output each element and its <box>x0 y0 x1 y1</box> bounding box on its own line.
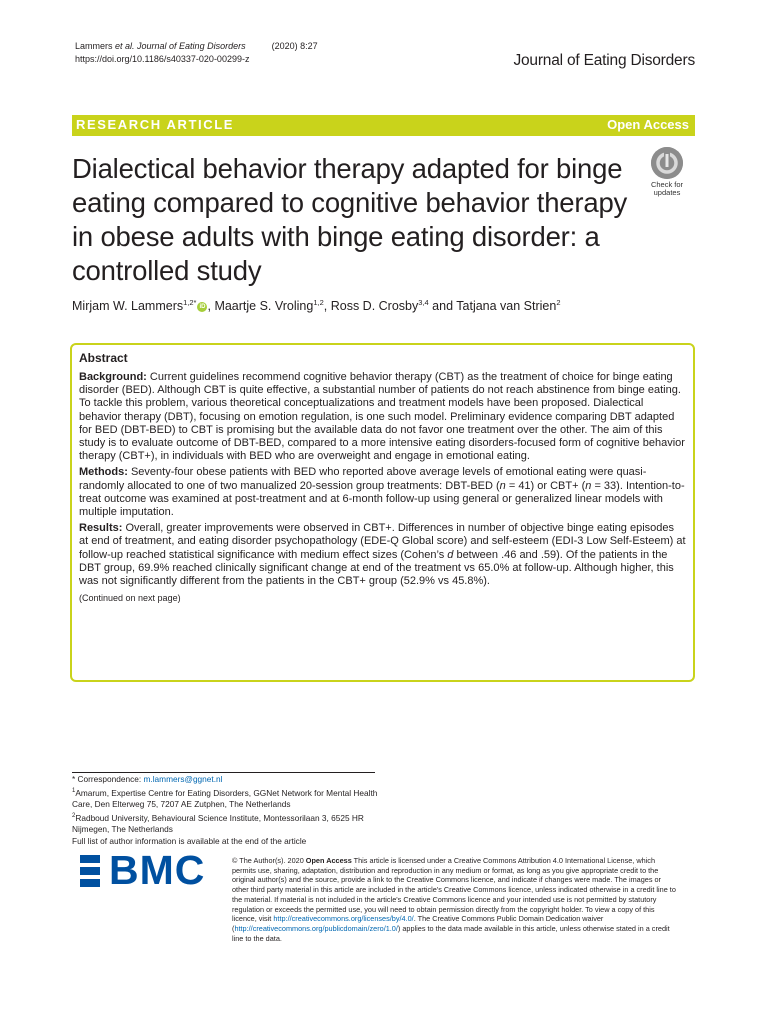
bmc-logo-text: BMC <box>109 847 206 893</box>
author-list: Mirjam W. Lammers$^{1,2*}$ iD , Maartje S. Vroling$^{1,2}$, Ross D. Crosby$^{3,4}$ and Tatjana van Strien$^2$ <box>72 298 561 314</box>
citation-author: Lammers <box>75 41 116 51</box>
abstract-background: Background: Current guidelines recommend cognitive behavior therapy (CBT) as the treatment of choice for binge eating disorder (BED). Although CBT is quite effective, a substantial number of patients do not reach abstinence from binge eating. To tackle this problem, various theoretical conceptualizations and treatment models have been proposed. Dialectical behavior therapy (DBT), focusing on emotion regulation, is one such model. Preliminary evidence comparing DBT adapted for BED (DBT-BED) to CBT is promising but the available data do not favor one treatment over the other. The aim of this study is to evaluate outcome of DBT-BED, compared to a more intensive eating disorders-focused form of cognitive behavior therapy (CBT+), in individuals with BED who are overweight and engage in emotional eating. <box>79 371 685 463</box>
author-affiliation: 1,2 <box>313 298 324 307</box>
abstract-methods: Methods: Seventy-four obese patients with BED who reported above average levels of emotional eating were quasi-randomly allocated to one of two manualized 20-session group treatments: DBT-BED (n = 41) or CBT+ (n = 33). Intention-to-treat outcome was examined at post-treatment and at 6-month follow-up using general or generalized linear models with multiple imputation. <box>79 466 685 519</box>
full-author-info-note: Full list of author information is available at the end of the article <box>72 835 307 846</box>
correspondence-email-link[interactable]: m.lammers@ggnet.nl <box>143 774 223 784</box>
citation-line <box>75 40 318 53</box>
article-title: Dialectical behavior therapy adapted for binge eating compared to cognitive behavior therapy in obese adults with binge eating disorder: a controlled study <box>72 153 628 286</box>
continued-note: (Continued on next page) <box>79 593 181 604</box>
citation-year: (2020) 8:27 <box>271 41 318 51</box>
running-header <box>75 40 318 66</box>
open-access-bold: Open Access <box>305 856 352 865</box>
abstract-results: Results: Overall, greater improvements were observed in CBT+. Differences in number of objective binge eating episodes at end of treatment, and eating disorder psychopathology (EDE-Q Global score) and self-esteem (EDI-3 Low Self-Esteem) at follow-up reached statistical significance with medium effect sizes (Cohen’s d between .46 and .59). Of the patients in the DBT group, 69.9% reached clinically significant change at end of the treatment vs 65.0% at follow-up. Although higher, this was not significantly different from the patients in the CBT+ group (52.9% vs 45.8%). <box>79 522 686 588</box>
journal-name: Journal of Eating Disorders <box>513 52 695 69</box>
abstract-heading: Abstract <box>79 351 128 365</box>
cc-by-license-link[interactable]: http://creativecommons.org/licenses/by/4.0/ <box>273 914 414 924</box>
author-affiliation: 3,4 <box>418 298 429 307</box>
footnotes <box>72 774 382 847</box>
author-affiliation: 1,2* <box>183 298 197 307</box>
citation-etal: et al. Journal of Eating Disorders <box>115 41 246 51</box>
open-access-label: Open Access <box>607 117 689 132</box>
license-statement: © The Author(s). 2020 Open Access This article is licensed under a Creative Commons Attribution 4.0 International License, which permits use, sharing, adaptation, distribution and reproduction in any medium or format, as long as you give appropriate credit to the original author(s) and the source, provide a link to the Creative Commons licence, and indicate if changes were made. The images or other third party material in this article are included in the article's Creative Commons licence, unless indicated otherwise in a credit line to the material. If material is not included in the article's Creative Commons licence and your intended use is not permitted by statutory regulation or exceeds the permitted use, you will need to obtain permission directly from the copyright holder. To view a copy of this licence, visit http://creativecommons.org/licenses/by/4.0/. The Creative Commons Public Domain Dedication waiver (http://creativecommons.org/publicdomain/zero/1.0/) applies to the data made available in this article, unless otherwise stated in a credit line to the data. <box>232 856 676 943</box>
background-label: Background: <box>79 371 147 383</box>
orcid-icon[interactable]: iD <box>199 303 206 310</box>
results-label: Results: <box>79 522 123 535</box>
check-for-updates-button[interactable] <box>640 147 694 203</box>
cc-zero-waiver-link[interactable]: http://creativecommons.org/publicdomain/zero/1.0/ <box>234 923 398 933</box>
article-type-banner <box>72 115 695 136</box>
bmc-logo-bar-icon <box>80 855 100 863</box>
bmc-logo-bar-icon <box>80 867 100 875</box>
bmc-logo <box>80 847 220 893</box>
footnote-divider <box>72 772 375 773</box>
methods-label: Methods: <box>79 466 128 479</box>
article-type: RESEARCH ARTICLE <box>76 117 235 132</box>
bmc-logo-bar-icon <box>80 879 100 887</box>
author-name[interactable]: Ross D. Crosby <box>330 299 419 314</box>
affiliation-1: $^1$Amarum, Expertise Centre for Eating Disorders, GGNet Network for Mental Health Care, Den Elterweg 75, 7207 AE Zutphen, The Netherlands <box>72 787 378 809</box>
correspondence: * Correspondence: m.lammers@ggnet.nl <box>72 774 223 784</box>
doi-link[interactable]: https://doi.org/10.1186/s40337-020-00299-z <box>75 54 250 64</box>
check-updates-label: Check for updates <box>650 180 684 197</box>
author-name[interactable]: Mirjam W. Lammers <box>72 299 184 314</box>
affiliation-2: $^2$Radboud University, Behavioural Science Institute, Montessorilaan 3, 6525 HR Nijmegen, The Netherlands <box>72 812 364 834</box>
abstract-box <box>70 343 695 682</box>
author-name[interactable]: Maartje S. Vroling <box>214 299 314 314</box>
check-updates-icon <box>651 147 683 179</box>
author-name[interactable]: Tatjana van Strien <box>456 299 557 314</box>
author-affiliation: 2 <box>556 298 561 307</box>
